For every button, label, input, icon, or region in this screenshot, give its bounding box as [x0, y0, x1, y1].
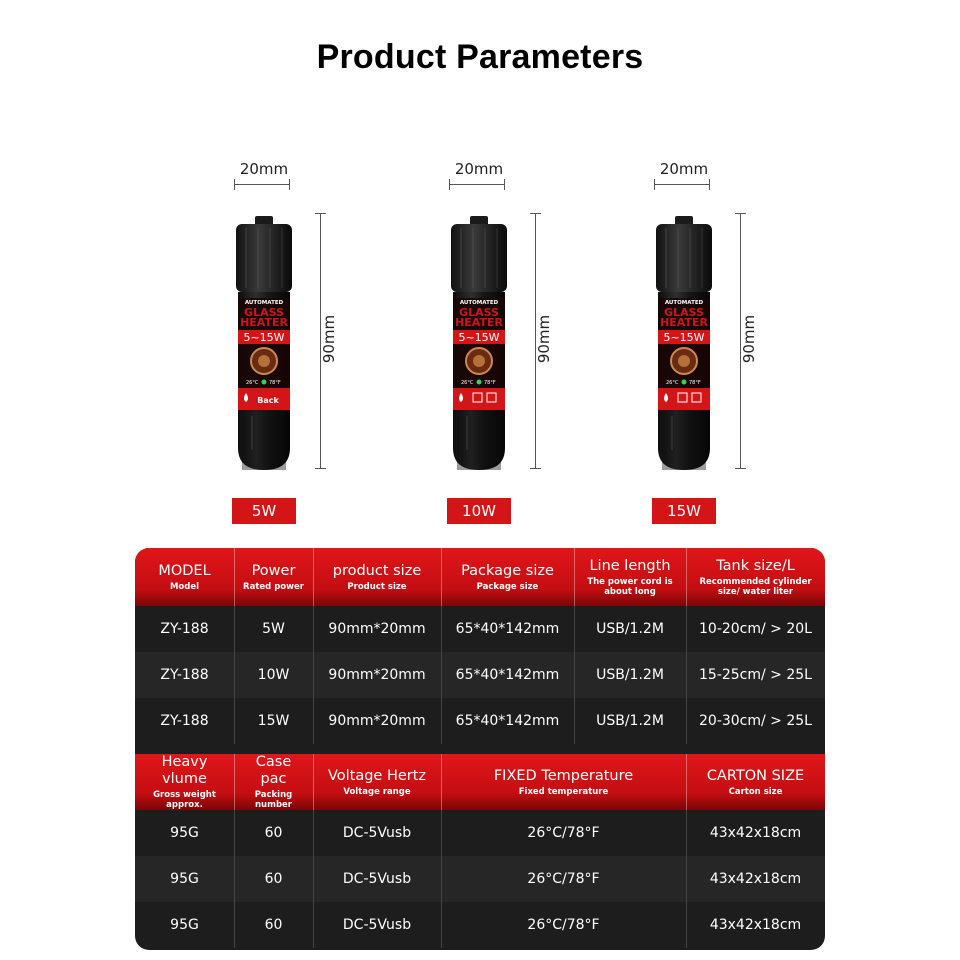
- table-cell: [234, 856, 313, 902]
- cell-value: USB/1.2M: [596, 713, 664, 729]
- table-cell: [313, 698, 441, 744]
- cell-value: USB/1.2M: [596, 621, 664, 637]
- cell-value: 60: [264, 871, 283, 887]
- header-cell: [441, 754, 686, 810]
- table-cell: [135, 902, 234, 948]
- table-cell: [441, 698, 574, 744]
- header-subtitle: The power cord is about long: [587, 576, 673, 597]
- width-dimension-label: 20mm: [454, 160, 504, 178]
- cell-value: 43x42x18cm: [709, 825, 802, 841]
- table-cell: [686, 856, 825, 902]
- header-subtitle: Package size: [476, 581, 539, 592]
- heater-cap: [236, 224, 292, 292]
- table-cell: [135, 652, 234, 698]
- parameters-table: [135, 548, 825, 950]
- header-cell: [574, 548, 686, 606]
- cell-value: DC-5Vusb: [342, 825, 412, 841]
- status-led-icon: [477, 380, 482, 385]
- heater-image: [642, 150, 732, 480]
- table-cell: [313, 810, 441, 856]
- table-cell: [441, 652, 574, 698]
- cell-value: 15W: [257, 713, 290, 729]
- header-title: MODEL: [158, 562, 211, 579]
- column-divider: [574, 606, 575, 744]
- power-range-label: 5~15W: [458, 331, 500, 344]
- table-row: [135, 902, 825, 948]
- glass-label: GLASS: [664, 306, 704, 319]
- table-cell: [313, 652, 441, 698]
- cell-value: USB/1.2M: [596, 667, 664, 683]
- table-cell: [686, 606, 825, 652]
- header-title: Heavy vlume: [161, 754, 208, 787]
- table-cell: [234, 652, 313, 698]
- glass-label: GLASS: [244, 306, 284, 319]
- header-title: Tank size/L: [716, 557, 795, 574]
- cell-value: DC-5Vusb: [342, 917, 412, 933]
- header-subtitle: Carton size: [728, 786, 783, 797]
- heater-cap: [656, 224, 712, 292]
- wattage-badge: 10W: [447, 498, 511, 524]
- cell-value: 90mm*20mm: [328, 621, 426, 637]
- cell-value: 60: [264, 825, 283, 841]
- temp-c-label: 26°C: [666, 380, 679, 386]
- cell-value: 26°C/78°F: [527, 825, 600, 841]
- wattage-badge: 15W: [652, 498, 716, 524]
- cell-value: 60: [264, 917, 283, 933]
- product-card: [642, 150, 822, 540]
- table-cell: [686, 652, 825, 698]
- table-cell: [441, 902, 686, 948]
- header-subtitle: Rated power: [243, 581, 304, 592]
- back-label: Back: [257, 396, 279, 405]
- table-cell: [686, 810, 825, 856]
- cell-value: 65*40*142mm: [455, 621, 560, 637]
- table-cell: [135, 698, 234, 744]
- height-dimension-label: 90mm: [740, 314, 758, 364]
- column-divider: [234, 810, 235, 948]
- cell-value: 10-20cm/ > 20L: [699, 621, 812, 637]
- cell-value: 95G: [170, 871, 199, 887]
- header-cell: [686, 548, 825, 606]
- automated-label: AUTOMATED: [459, 300, 499, 306]
- header-subtitle: Voltage range: [343, 786, 411, 797]
- heater-cap: [451, 224, 507, 292]
- width-dimension-label: 20mm: [239, 160, 289, 178]
- cell-value: 43x42x18cm: [709, 917, 802, 933]
- column-divider: [313, 810, 314, 948]
- header-title: Package size: [461, 562, 554, 579]
- header-subtitle: Gross weight approx.: [153, 790, 216, 810]
- temp-f-label: 78°F: [484, 380, 496, 386]
- header-title: Voltage Hertz: [327, 767, 427, 784]
- glass-label: GLASS: [459, 306, 499, 319]
- cell-value: ZY-188: [160, 621, 209, 637]
- cell-value: 65*40*142mm: [455, 713, 560, 729]
- table-cell: [313, 856, 441, 902]
- table-cell: [135, 810, 234, 856]
- height-dimension-label: 90mm: [320, 314, 338, 364]
- table-cell: [234, 810, 313, 856]
- cell-value: DC-5Vusb: [342, 871, 412, 887]
- column-divider: [313, 606, 314, 744]
- wattage-badge: 5W: [232, 498, 296, 524]
- table-cell: [234, 606, 313, 652]
- header-subtitle: Product size: [347, 581, 407, 592]
- table-row: [135, 856, 825, 902]
- column-divider: [686, 810, 687, 948]
- header-subtitle: Packing number: [254, 790, 293, 810]
- automated-label: AUTOMATED: [664, 300, 704, 306]
- table-cell: [686, 902, 825, 948]
- cell-value: 95G: [170, 917, 199, 933]
- cell-value: ZY-188: [160, 667, 209, 683]
- table-cell: [313, 902, 441, 948]
- table-cell: [234, 698, 313, 744]
- table-cell: [441, 856, 686, 902]
- header-cell: [313, 548, 441, 606]
- header-subtitle: Fixed temperature: [518, 786, 609, 797]
- header-subtitle: Model: [169, 581, 200, 592]
- header-title: Line length: [589, 557, 671, 574]
- header-cell: [686, 754, 825, 810]
- cell-value: 90mm*20mm: [328, 713, 426, 729]
- table-cell: [234, 902, 313, 948]
- cell-value: 65*40*142mm: [455, 667, 560, 683]
- cell-value: 5W: [262, 621, 285, 637]
- table-cell: [135, 606, 234, 652]
- cell-value: 43x42x18cm: [709, 871, 802, 887]
- column-divider: [441, 606, 442, 744]
- cell-value: 10W: [257, 667, 290, 683]
- cell-value: 26°C/78°F: [527, 871, 600, 887]
- power-range-label: 5~15W: [663, 331, 705, 344]
- column-divider: [234, 606, 235, 744]
- width-dimension-label: 20mm: [659, 160, 709, 178]
- cell-value: ZY-188: [160, 713, 209, 729]
- heater-label: HEATER: [240, 316, 288, 329]
- temp-f-label: 78°F: [689, 380, 701, 386]
- header-subtitle: Recommended cylinder size/ water liter: [699, 576, 812, 597]
- table-cell: [441, 606, 574, 652]
- table-header-row: [135, 754, 825, 810]
- table-row: [135, 698, 825, 744]
- table-cell: [574, 698, 686, 744]
- table-row: [135, 606, 825, 652]
- header-cell: [135, 548, 234, 606]
- header-title: CARTON SIZE: [706, 767, 805, 784]
- temp-f-label: 78°F: [269, 380, 281, 386]
- page-title: Product Parameters: [316, 38, 644, 76]
- status-led-icon: [262, 380, 267, 385]
- header-cell: [135, 754, 234, 810]
- automated-label: AUTOMATED: [244, 300, 284, 306]
- header-title: Power: [251, 562, 296, 579]
- header-cell: [441, 548, 574, 606]
- product-card: [437, 150, 617, 540]
- table-cell: [313, 606, 441, 652]
- heater-label: HEATER: [455, 316, 503, 329]
- table-cell: [135, 856, 234, 902]
- cell-value: 15-25cm/ > 25L: [699, 667, 812, 683]
- cell-value: 90mm*20mm: [328, 667, 426, 683]
- header-cell: [234, 548, 313, 606]
- table-header-row: [135, 548, 825, 606]
- heater-image: [437, 150, 527, 480]
- status-led-icon: [682, 380, 687, 385]
- temp-c-label: 26°C: [461, 380, 474, 386]
- header-title: Case pac: [255, 754, 292, 787]
- column-divider: [686, 606, 687, 744]
- heater-image: [222, 150, 312, 480]
- table-cell: [686, 698, 825, 744]
- product-card: [222, 150, 402, 540]
- cell-value: 20-30cm/ > 25L: [699, 713, 812, 729]
- cell-value: 26°C/78°F: [527, 917, 600, 933]
- cell-value: 95G: [170, 825, 199, 841]
- header-cell: [313, 754, 441, 810]
- power-range-label: 5~15W: [243, 331, 285, 344]
- header-title: product size: [332, 562, 422, 579]
- table-cell: [574, 652, 686, 698]
- height-dimension-label: 90mm: [535, 314, 553, 364]
- heater-label: HEATER: [660, 316, 708, 329]
- table-row: [135, 652, 825, 698]
- table-cell: [574, 606, 686, 652]
- table-cell: [441, 810, 686, 856]
- header-cell: [234, 754, 313, 810]
- header-title: FIXED Temperature: [493, 767, 634, 784]
- temp-c-label: 26°C: [246, 380, 259, 386]
- table-row: [135, 810, 825, 856]
- column-divider: [441, 810, 442, 948]
